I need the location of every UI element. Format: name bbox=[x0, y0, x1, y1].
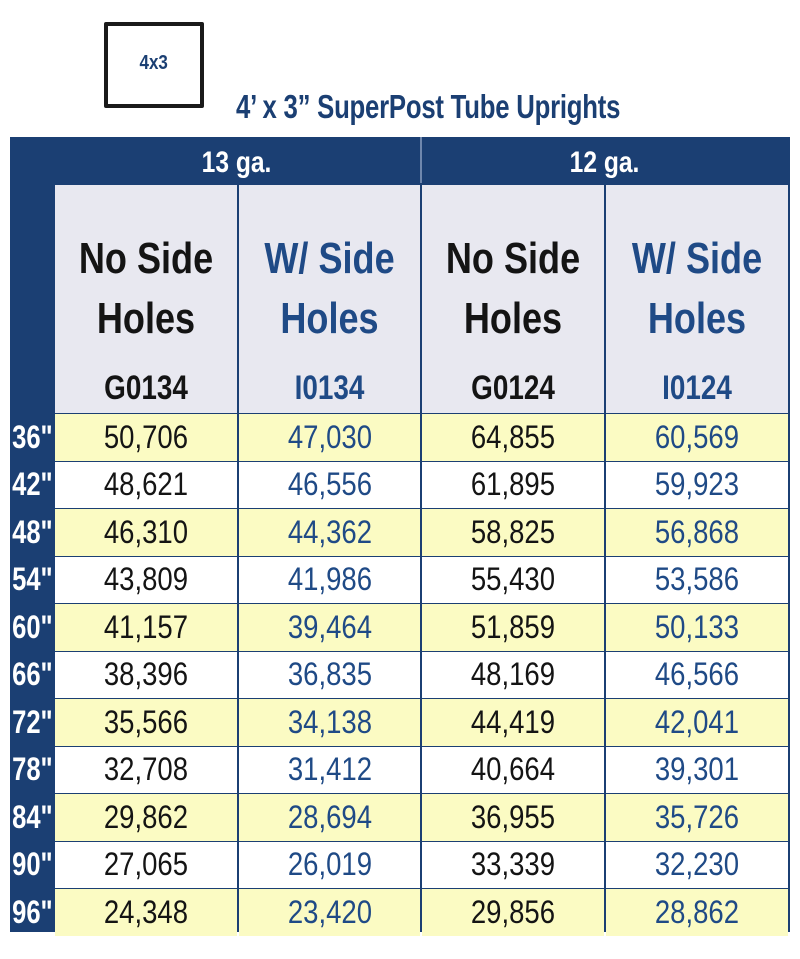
column-header-i0134 bbox=[239, 185, 420, 413]
table-cell: 36,955 bbox=[422, 794, 604, 841]
table-cell: 64,855 bbox=[422, 414, 604, 461]
table-cell: 34,138 bbox=[239, 699, 420, 746]
length-label: 84" bbox=[11, 798, 53, 835]
table-cell: 29,856 bbox=[422, 889, 604, 936]
table-cell: 41,157 bbox=[55, 604, 237, 651]
table-row bbox=[10, 414, 790, 461]
table-cell: 39,464 bbox=[239, 604, 420, 651]
table-row bbox=[10, 462, 790, 509]
length-label: 78" bbox=[11, 751, 53, 788]
length-label: 90" bbox=[11, 846, 53, 883]
column-name: W/ Side Holes bbox=[631, 234, 763, 343]
length-label: 36" bbox=[11, 418, 53, 455]
table-cell: 46,566 bbox=[606, 652, 788, 699]
table-cell: 28,862 bbox=[606, 889, 788, 936]
table-cell: 56,868 bbox=[606, 509, 788, 556]
table-cell: 41,986 bbox=[239, 557, 420, 604]
table-cell: 23,420 bbox=[239, 889, 420, 936]
table-cell: 40,664 bbox=[422, 747, 604, 794]
table-row bbox=[10, 747, 790, 794]
table-cell: 35,726 bbox=[606, 794, 788, 841]
table-cell: 29,862 bbox=[55, 794, 237, 841]
table-cell: 33,339 bbox=[422, 842, 604, 889]
table-row bbox=[10, 557, 790, 604]
table-row bbox=[10, 842, 790, 889]
length-label: 42" bbox=[11, 466, 53, 503]
table-cell: 55,430 bbox=[422, 557, 604, 604]
table-cell: 39,301 bbox=[606, 747, 788, 794]
length-label: 60" bbox=[11, 608, 53, 645]
profile-diagram bbox=[104, 22, 204, 108]
table-cell: 28,694 bbox=[239, 794, 420, 841]
column-header-g0124 bbox=[422, 185, 604, 413]
table-cell: 48,621 bbox=[55, 462, 237, 509]
table-cell: 35,566 bbox=[55, 699, 237, 746]
capacity-table bbox=[10, 137, 790, 932]
column-code: G0134 bbox=[104, 369, 188, 407]
profile-label: 4x3 bbox=[139, 51, 169, 74]
length-label: 48" bbox=[11, 513, 53, 550]
table-cell: 38,396 bbox=[55, 652, 237, 699]
column-name: No Side Holes bbox=[445, 234, 581, 343]
table-row bbox=[10, 794, 790, 841]
table-cell: 46,556 bbox=[239, 462, 420, 509]
table-cell: 43,809 bbox=[55, 557, 237, 604]
table-cell: 60,569 bbox=[606, 414, 788, 461]
table-row bbox=[10, 699, 790, 746]
table-cell: 50,706 bbox=[55, 414, 237, 461]
length-label: 72" bbox=[11, 703, 53, 740]
table-cell: 44,419 bbox=[422, 699, 604, 746]
table-cell: 46,310 bbox=[55, 509, 237, 556]
length-label: 54" bbox=[11, 561, 53, 598]
table-cell: 27,065 bbox=[55, 842, 237, 889]
table-cell: 26,019 bbox=[239, 842, 420, 889]
table-cell: 24,348 bbox=[55, 889, 237, 936]
table-row bbox=[10, 604, 790, 651]
table-cell: 32,230 bbox=[606, 842, 788, 889]
gauge-header-12: 12 ga. bbox=[570, 146, 640, 179]
column-header-g0134 bbox=[55, 185, 237, 413]
gauge-header-13: 13 ga. bbox=[202, 146, 272, 179]
table-cell: 32,708 bbox=[55, 747, 237, 794]
table-cell: 59,923 bbox=[606, 462, 788, 509]
column-code: I0124 bbox=[662, 369, 732, 407]
table-cell: 47,030 bbox=[239, 414, 420, 461]
column-header-i0124 bbox=[606, 185, 788, 413]
table-cell: 50,133 bbox=[606, 604, 788, 651]
table-body bbox=[10, 414, 790, 937]
table-cell: 51,859 bbox=[422, 604, 604, 651]
table-cell: 58,825 bbox=[422, 509, 604, 556]
length-label: 66" bbox=[11, 656, 53, 693]
table-cell: 31,412 bbox=[239, 747, 420, 794]
column-code: I0134 bbox=[294, 369, 365, 407]
table-cell: 42,041 bbox=[606, 699, 788, 746]
table-cell: 36,835 bbox=[239, 652, 420, 699]
table-cell: 53,586 bbox=[606, 557, 788, 604]
table-cell: 48,169 bbox=[422, 652, 604, 699]
column-name: W/ Side Holes bbox=[264, 234, 395, 343]
page-title: 4’ x 3” SuperPost Tube Uprights bbox=[236, 88, 621, 125]
table-row bbox=[10, 889, 790, 936]
table-cell: 44,362 bbox=[239, 509, 420, 556]
column-name: No Side Holes bbox=[78, 234, 214, 343]
table-row bbox=[10, 652, 790, 699]
table-cell: 61,895 bbox=[422, 462, 604, 509]
column-code: G0124 bbox=[471, 369, 555, 407]
length-label: 96" bbox=[11, 893, 53, 930]
table-row bbox=[10, 509, 790, 556]
